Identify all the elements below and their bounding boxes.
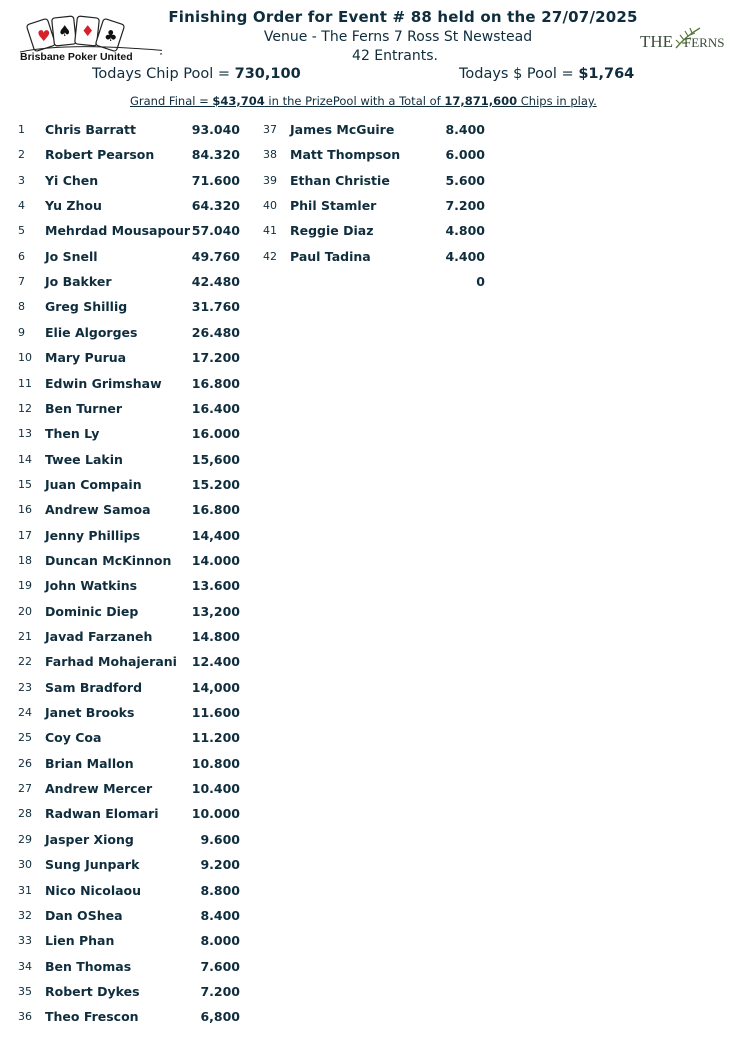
result-row: [18, 247, 240, 267]
player-name: Robert Dykes: [45, 983, 140, 999]
result-row: [263, 196, 485, 216]
player-chips: 7.200: [200, 983, 240, 999]
player-name: Reggie Diaz: [290, 223, 374, 239]
player-chips: 15.200: [191, 476, 240, 492]
player-name: Elie Algorges: [45, 324, 138, 340]
player-chips: 4.400: [445, 248, 485, 264]
result-row: [18, 728, 240, 748]
svg-text:♦: ♦: [81, 22, 95, 40]
result-row: [18, 272, 240, 292]
player-rank: 28: [18, 807, 32, 821]
result-row: [18, 120, 240, 140]
result-row: [18, 221, 240, 241]
result-row: [263, 247, 485, 267]
grand-middle: in the PrizePool with a Total of: [264, 94, 445, 108]
result-row: [18, 374, 240, 394]
player-rank: 15: [18, 477, 32, 491]
player-name: Robert Pearson: [45, 147, 155, 163]
grand-prefix: Grand Final =: [130, 94, 213, 108]
result-row: [18, 931, 240, 951]
player-name: Lien Phan: [45, 933, 115, 949]
grand-suffix: Chips in play.: [517, 94, 597, 108]
player-rank: 20: [18, 604, 32, 618]
player-chips: 93.040: [191, 122, 240, 137]
player-chips: 9.600: [200, 831, 240, 847]
player-chips: 42.480: [191, 274, 240, 290]
player-name: Dan OShea: [45, 907, 123, 923]
player-chips: 6.000: [445, 147, 485, 163]
result-row: [18, 982, 240, 1002]
result-row: [18, 500, 240, 520]
player-chips: 16.000: [191, 426, 240, 442]
player-rank: 22: [18, 655, 32, 669]
player-chips: 15,600: [191, 451, 240, 467]
dollar-pool: [459, 66, 634, 82]
player-chips: 10.000: [191, 806, 240, 822]
player-chips: 11.600: [191, 705, 240, 721]
result-row: [18, 957, 240, 977]
result-row: [263, 272, 485, 292]
player-rank: 23: [18, 680, 32, 694]
player-name: Phil Stamler: [290, 198, 377, 214]
player-name: Duncan McKinnon: [45, 552, 172, 568]
result-row: [18, 804, 240, 824]
player-chips: 16.800: [191, 375, 240, 391]
player-chips: 7.600: [200, 958, 240, 974]
player-chips: 8.000: [200, 933, 240, 949]
player-rank: 25: [18, 731, 32, 745]
player-rank: 26: [18, 756, 32, 770]
result-row: [18, 906, 240, 926]
player-rank: 13: [18, 427, 32, 441]
player-rank: 38: [263, 148, 277, 162]
player-name: James McGuire: [290, 122, 395, 137]
player-name: Jenny Phillips: [45, 527, 141, 543]
player-chips: 4.800: [445, 223, 485, 239]
player-chips: 5.600: [445, 172, 485, 188]
grand-chips: 17,871,600: [444, 94, 518, 108]
player-rank: 42: [263, 249, 277, 263]
player-rank: 35: [18, 984, 32, 998]
result-row: [18, 627, 240, 647]
result-row: [18, 145, 240, 165]
result-row: [18, 551, 240, 571]
result-row: [18, 526, 240, 546]
player-chips: 26.480: [191, 324, 240, 340]
player-name: Then Ly: [45, 426, 100, 442]
player-name: Sam Bradford: [45, 679, 143, 695]
result-row: [18, 475, 240, 495]
player-name: Andrew Samoa: [45, 502, 151, 518]
player-rank: 31: [18, 883, 32, 897]
result-row: [18, 602, 240, 622]
ferns-logo-the: THE: [640, 32, 674, 51]
player-name: Chris Barratt: [45, 122, 136, 137]
player-chips: 8.400: [445, 122, 485, 137]
player-name: Andrew Mercer: [45, 781, 153, 797]
player-rank: 41: [263, 224, 277, 238]
player-name: John Watkins: [45, 578, 138, 594]
player-name: Ben Turner: [45, 400, 123, 416]
player-name: Theo Frescon: [45, 1009, 139, 1025]
player-rank: 12: [18, 401, 32, 415]
result-row: [263, 171, 485, 191]
result-row: [18, 323, 240, 343]
player-chips: 0: [476, 274, 485, 290]
player-name: Jasper Xiong: [45, 831, 134, 847]
entrants-count: 42 Entrants.: [352, 48, 438, 64]
result-row: [263, 221, 485, 241]
player-name: Coy Coa: [45, 730, 102, 746]
player-name: Janet Brooks: [45, 705, 135, 721]
player-chips: 16.400: [191, 400, 240, 416]
player-rank: 17: [18, 528, 32, 542]
result-row: [18, 196, 240, 216]
player-rank: 8: [18, 300, 25, 314]
player-name: Mehrdad Mousapour: [45, 223, 191, 239]
player-rank: 3: [18, 173, 25, 187]
player-name: Mary Purua: [45, 350, 127, 366]
player-name: Nico Nicolaou: [45, 882, 142, 898]
player-rank: 14: [18, 452, 32, 466]
result-row: [18, 881, 240, 901]
player-rank: 18: [18, 553, 32, 567]
result-row: [18, 297, 240, 317]
player-name: Ben Thomas: [45, 958, 132, 974]
player-chips: 84.320: [191, 147, 240, 163]
player-chips: 10.400: [191, 781, 240, 797]
player-rank: 33: [18, 934, 32, 948]
player-rank: 9: [18, 325, 25, 339]
player-chips: 14,000: [191, 679, 240, 695]
player-name: Edwin Grimshaw: [45, 375, 162, 391]
player-rank: 1: [18, 123, 25, 136]
result-row: [18, 171, 240, 191]
result-row: [18, 399, 240, 419]
page-title: Finishing Order for Event # 88 held on the 27/07/2025: [168, 8, 638, 26]
player-name: Farhad Mohajerani: [45, 654, 177, 670]
player-rank: 24: [18, 706, 32, 720]
player-rank: 6: [18, 249, 25, 263]
player-rank: 11: [18, 376, 32, 390]
player-rank: 39: [263, 173, 277, 187]
player-name: Sung Junpark: [45, 857, 140, 873]
player-chips: 14,400: [191, 527, 240, 543]
player-chips: 11.200: [191, 730, 240, 746]
player-rank: 7: [18, 275, 25, 289]
player-name: Yu Zhou: [45, 198, 102, 214]
player-rank: 40: [263, 199, 277, 213]
result-row: [18, 576, 240, 596]
result-row: [263, 120, 485, 140]
player-rank: 16: [18, 503, 32, 517]
player-name: Greg Shillig: [45, 299, 128, 315]
result-row: [18, 652, 240, 672]
player-chips: 9.200: [200, 857, 240, 873]
player-chips: 12.400: [191, 654, 240, 670]
grand-final-line: [130, 94, 597, 108]
player-name: Jo Bakker: [45, 274, 112, 290]
player-chips: 7.200: [445, 198, 485, 214]
grand-amount: $43,704: [212, 94, 265, 108]
player-rank: 2: [18, 148, 25, 162]
player-name: Radwan Elomari: [45, 806, 159, 822]
player-chips: 10.800: [191, 755, 240, 771]
player-rank: 29: [18, 832, 32, 846]
player-chips: 31.760: [191, 299, 240, 315]
player-chips: 64.320: [191, 198, 240, 214]
player-chips: 57.040: [191, 223, 240, 239]
chip-pool-label: Todays Chip Pool =: [92, 66, 235, 82]
player-chips: 8.400: [200, 907, 240, 923]
player-rank: 5: [18, 224, 25, 238]
player-rank: 21: [18, 630, 32, 643]
venue-line: Venue - The Ferns 7 Ross St Newstead: [263, 29, 533, 45]
player-chips: 6,800: [200, 1009, 240, 1025]
player-chips: 8.800: [200, 882, 240, 898]
dollar-pool-value: $1,764: [578, 66, 635, 82]
player-chips: 13,200: [191, 603, 240, 619]
player-chips: 71.600: [191, 172, 240, 188]
player-name: Javad Farzaneh: [45, 629, 153, 644]
player-name: Juan Compain: [45, 476, 142, 492]
result-row: [18, 830, 240, 850]
result-row: [18, 450, 240, 470]
player-chips: 14.800: [191, 629, 240, 644]
player-rank: 30: [18, 858, 32, 872]
player-rank: 10: [18, 351, 32, 365]
player-chips: 16.800: [191, 502, 240, 518]
result-row: [18, 424, 240, 444]
player-name: Twee Lakin: [45, 451, 123, 467]
player-rank: 37: [263, 123, 277, 136]
result-row: [18, 1007, 240, 1027]
player-name: Paul Tadina: [290, 248, 371, 264]
result-row: [18, 678, 240, 698]
player-name: Yi Chen: [45, 172, 99, 188]
result-row: [18, 348, 240, 368]
result-row: [263, 145, 485, 165]
result-row: [18, 855, 240, 875]
player-chips: 17.200: [191, 350, 240, 366]
player-name: Dominic Diep: [45, 603, 139, 619]
player-name: Jo Snell: [45, 248, 98, 264]
player-chips: 49.760: [191, 248, 240, 264]
ferns-logo-ferns: FERNS: [684, 35, 725, 50]
result-row: [18, 779, 240, 799]
player-rank: 34: [18, 959, 32, 973]
dollar-pool-label: Todays $ Pool =: [459, 66, 579, 82]
player-rank: 19: [18, 579, 32, 593]
svg-text:♥: ♥: [37, 27, 51, 45]
player-rank: 4: [18, 199, 25, 213]
player-rank: 32: [18, 908, 32, 922]
svg-text:♣: ♣: [104, 27, 118, 45]
player-chips: 14.000: [191, 552, 240, 568]
bpu-logo-text: Brisbane Poker United: [20, 51, 133, 62]
svg-text:♠: ♠: [58, 22, 72, 40]
player-name: Ethan Christie: [290, 172, 390, 188]
player-rank: 27: [18, 782, 32, 796]
result-row: [18, 703, 240, 723]
chip-pool-value: 730,100: [234, 66, 301, 82]
player-rank: 36: [18, 1010, 32, 1024]
player-name: Brian Mallon: [45, 755, 134, 771]
player-name: Matt Thompson: [290, 147, 401, 163]
player-chips: 13.600: [191, 578, 240, 594]
chip-pool: [92, 66, 301, 82]
result-row: [18, 754, 240, 774]
